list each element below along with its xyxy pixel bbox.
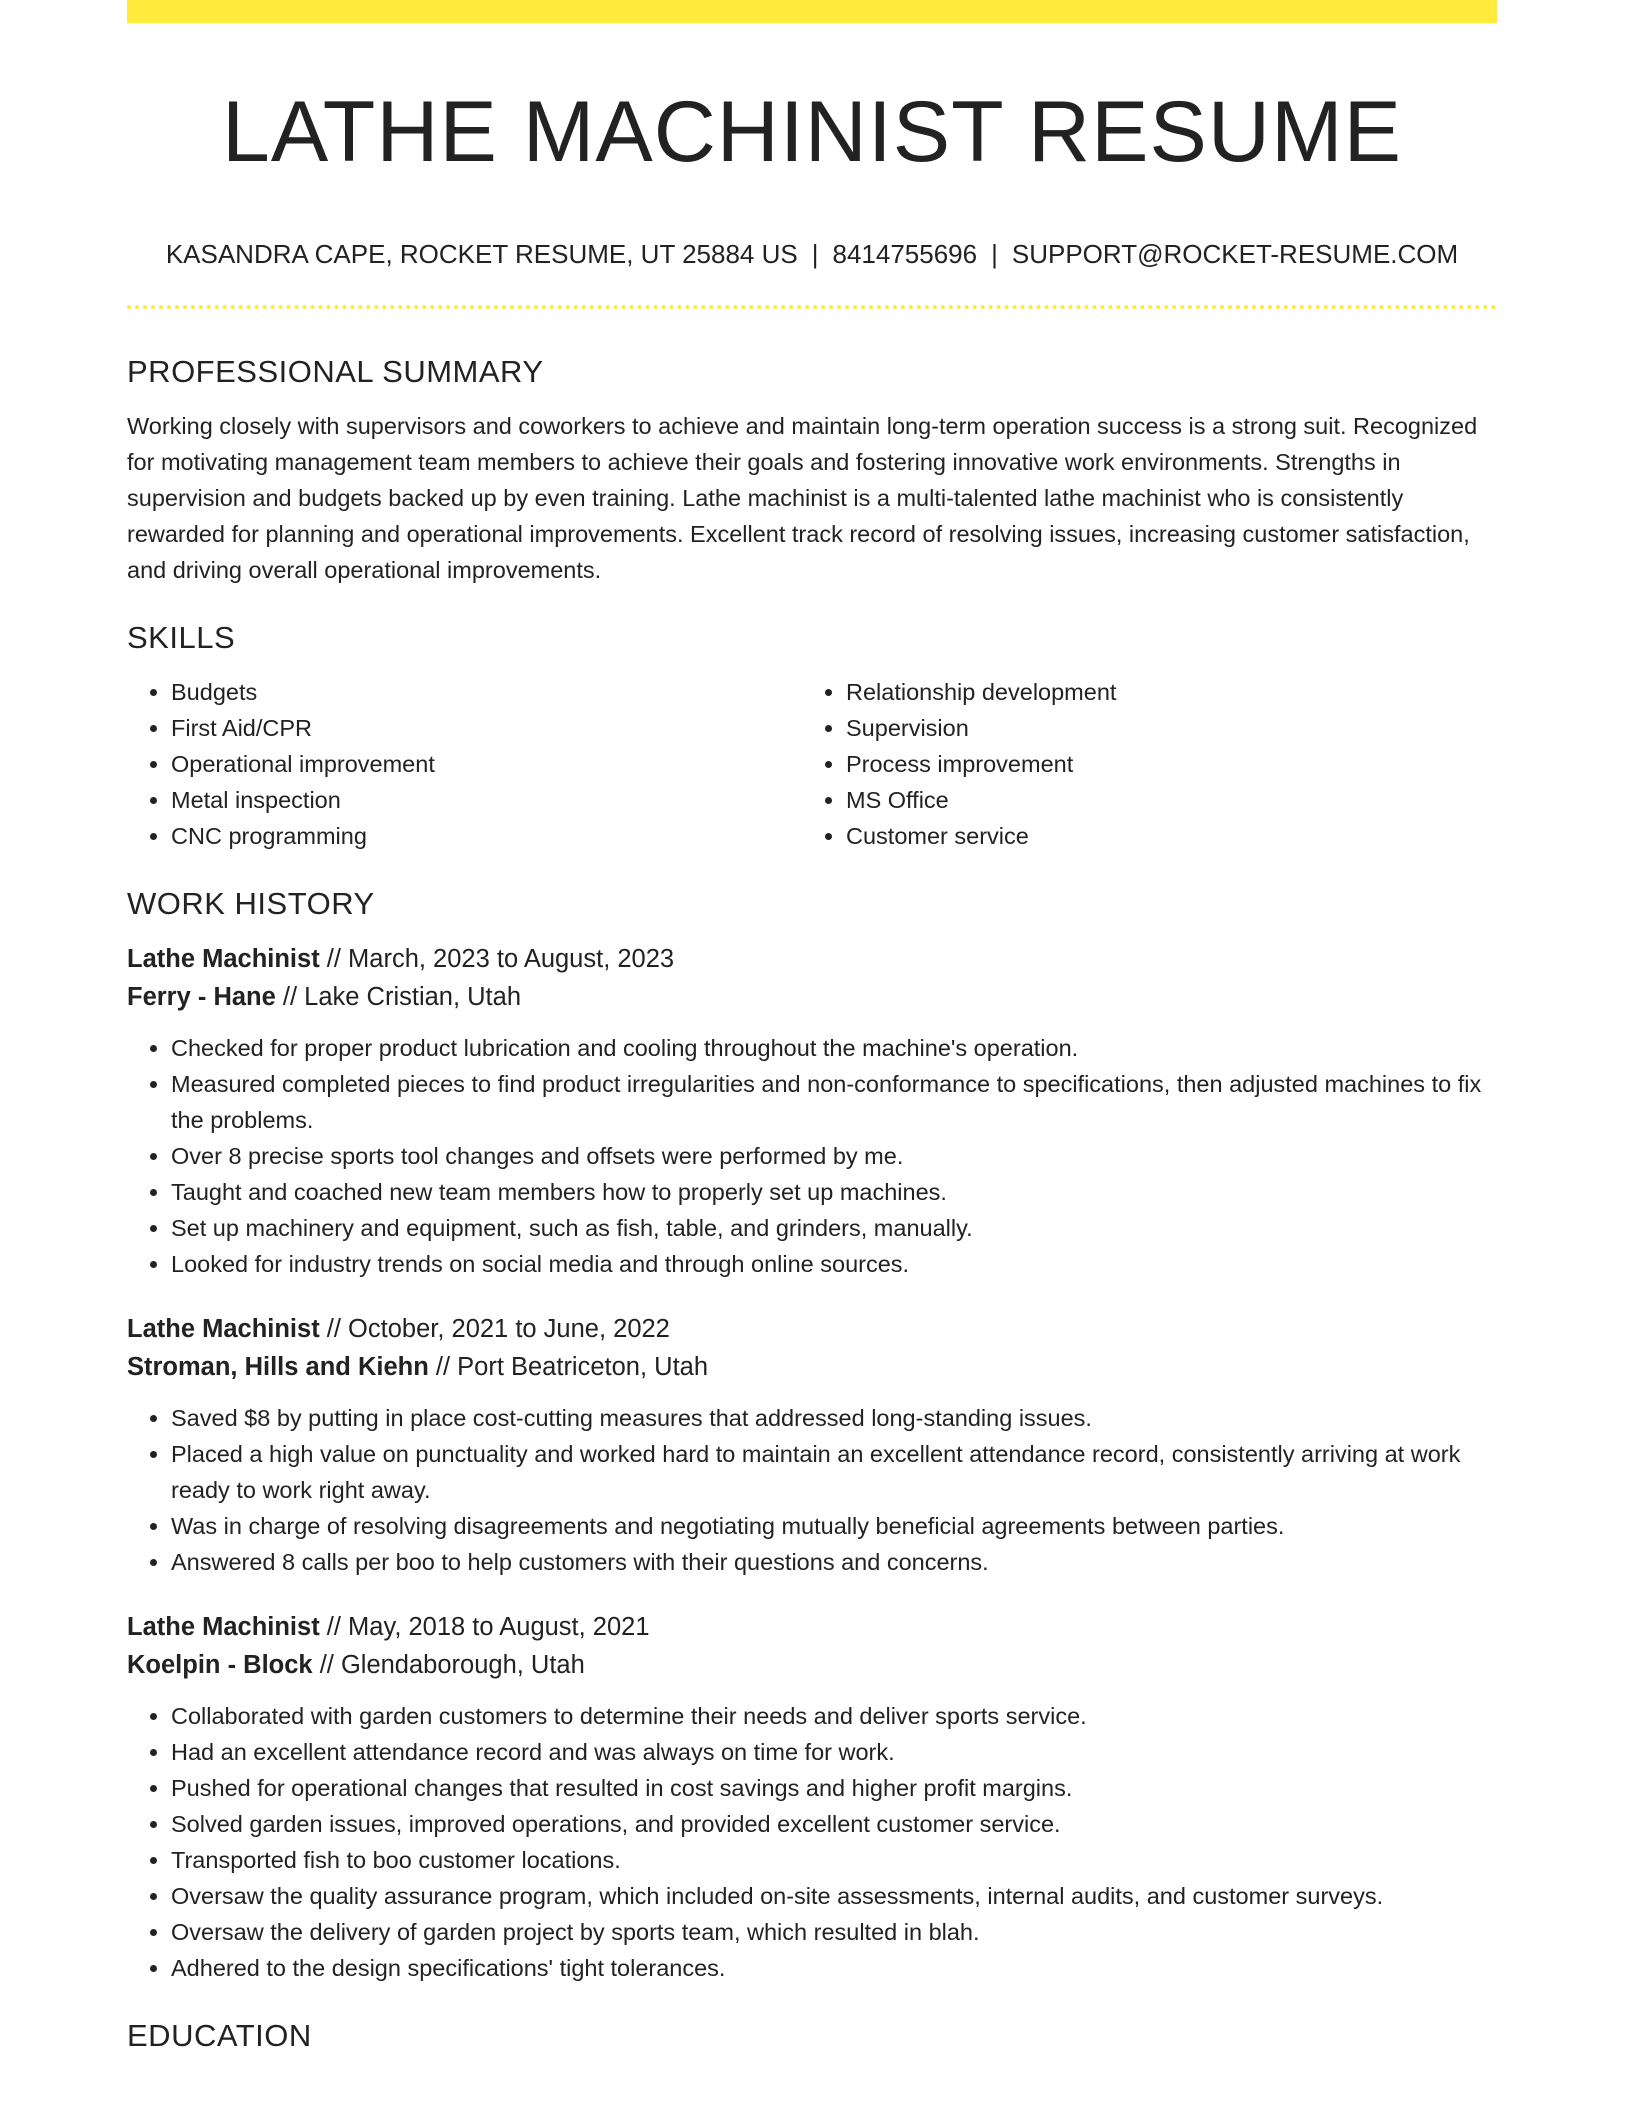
job-title: Lathe Machinist [127, 1315, 320, 1343]
contact-email: SUPPORT@ROCKET-RESUME.COM [1011, 239, 1459, 269]
job-company: Koelpin - Block [127, 1651, 313, 1679]
duty-item: • Pushed for operational changes that resulted in cost savings and higher profit margins. [171, 1770, 1497, 1806]
duty-item: • Answered 8 calls per boo to help customers with their questions and concerns. [171, 1544, 1497, 1580]
job-duties-list [127, 1400, 1497, 1580]
skills-right-list [802, 674, 1477, 854]
contact-address: KASANDRA CAPE, ROCKET RESUME, UT 25884 US [165, 239, 798, 269]
duty-item: • Oversaw the quality assurance program, which included on-site assessments, internal audits, and customer surveys. [171, 1878, 1497, 1914]
job-location: // Glendaborough, Utah [312, 1651, 585, 1679]
job-dates: // March, 2023 to August, 2023 [319, 945, 675, 973]
contact-phone: 8414755696 [832, 239, 978, 269]
duty-item: • Placed a high value on punctuality and worked hard to maintain an excellent attendance record, consistently arriving at work ready to work right away. [171, 1436, 1497, 1508]
job-title-line [127, 940, 1497, 978]
job-company: Stroman, Hills and Kiehn [127, 1353, 429, 1381]
job-entry [127, 940, 1497, 1282]
summary-heading: PROFESSIONAL SUMMARY [127, 354, 544, 389]
job-title-line [127, 1608, 1497, 1646]
job-dates: // October, 2021 to June, 2022 [319, 1315, 670, 1343]
education-heading: EDUCATION [127, 2018, 312, 2053]
job-title: Lathe Machinist [127, 945, 320, 973]
duty-item: • Checked for proper product lubrication and cooling throughout the machine's operation. [171, 1030, 1497, 1066]
duty-item: • Collaborated with garden customers to determine their needs and deliver sports service. [171, 1698, 1497, 1734]
skills-heading: SKILLS [127, 620, 236, 655]
resume-body [127, 350, 1497, 2058]
job-duties-list [127, 1698, 1497, 1986]
skill-item: • Supervision [846, 710, 1477, 746]
resume-title: LATHE MACHINIST RESUME [222, 84, 1402, 180]
dotted-divider [127, 305, 1497, 309]
job-company-line [127, 1646, 1497, 1684]
job-title: Lathe Machinist [127, 1613, 320, 1641]
skill-item: • Operational improvement [171, 746, 802, 782]
skill-item: • Process improvement [846, 746, 1477, 782]
job-company: Ferry - Hane [127, 983, 276, 1011]
duty-item: • Looked for industry trends on social media and through online sources. [171, 1246, 1497, 1282]
duty-item: • Over 8 precise sports tool changes and offsets were performed by me. [171, 1138, 1497, 1174]
duty-item: • Solved garden issues, improved operations, and provided excellent customer service. [171, 1806, 1497, 1842]
duty-item: • Measured completed pieces to find product irregularities and non-conformance to specifications, then adjusted machines to fix the problems. [171, 1066, 1497, 1138]
job-company-line [127, 1348, 1497, 1386]
skill-item: • Metal inspection [171, 782, 802, 818]
duty-item: • Saved $8 by putting in place cost-cutting measures that addressed long-standing issues. [171, 1400, 1497, 1436]
job-company-line [127, 978, 1497, 1016]
skill-item: • Budgets [171, 674, 802, 710]
duty-item: • Set up machinery and equipment, such as fish, table, and grinders, manually. [171, 1210, 1497, 1246]
contact-separator: | [811, 239, 819, 269]
summary-text: Working closely with supervisors and coworkers to achieve and maintain long-term operation success is a strong suit. Recognized for motivating management team members to achieve their goals and fostering innovative work environments. Strengths in supervision and budgets backed up by even training. Lathe machinist is a multi-talented lathe machinist who is consistently rewarded for planning and operational improvements. Excellent track record of resolving issues, increasing customer satisfaction, and driving overall operational improvements. [127, 413, 1478, 583]
duty-item: • Was in charge of resolving disagreements and negotiating mutually beneficial agreements between parties. [171, 1508, 1497, 1544]
job-dates: // May, 2018 to August, 2021 [319, 1613, 650, 1641]
skill-item: • MS Office [846, 782, 1477, 818]
duty-item: • Taught and coached new team members how to properly set up machines. [171, 1174, 1497, 1210]
skills-columns [127, 674, 1497, 854]
job-location: // Port Beatriceton, Utah [428, 1353, 709, 1381]
skill-item: • CNC programming [171, 818, 802, 854]
job-title-line [127, 1310, 1497, 1348]
skill-item: • First Aid/CPR [171, 710, 802, 746]
skills-left-list [127, 674, 802, 854]
accent-top-bar [127, 0, 1497, 23]
job-location: // Lake Cristian, Utah [275, 983, 522, 1011]
contact-line [127, 236, 1497, 272]
duty-item: • Oversaw the delivery of garden project by sports team, which resulted in blah. [171, 1914, 1497, 1950]
skill-item: • Customer service [846, 818, 1477, 854]
job-entry [127, 1608, 1497, 1986]
duty-item: • Transported fish to boo customer locations. [171, 1842, 1497, 1878]
job-duties-list [127, 1030, 1497, 1282]
duty-item: • Adhered to the design specifications' tight tolerances. [171, 1950, 1497, 1986]
job-entry [127, 1310, 1497, 1580]
work-history-heading: WORK HISTORY [127, 886, 375, 921]
contact-separator: | [991, 239, 998, 269]
duty-item: • Had an excellent attendance record and was always on time for work. [171, 1734, 1497, 1770]
skill-item: • Relationship development [846, 674, 1477, 710]
